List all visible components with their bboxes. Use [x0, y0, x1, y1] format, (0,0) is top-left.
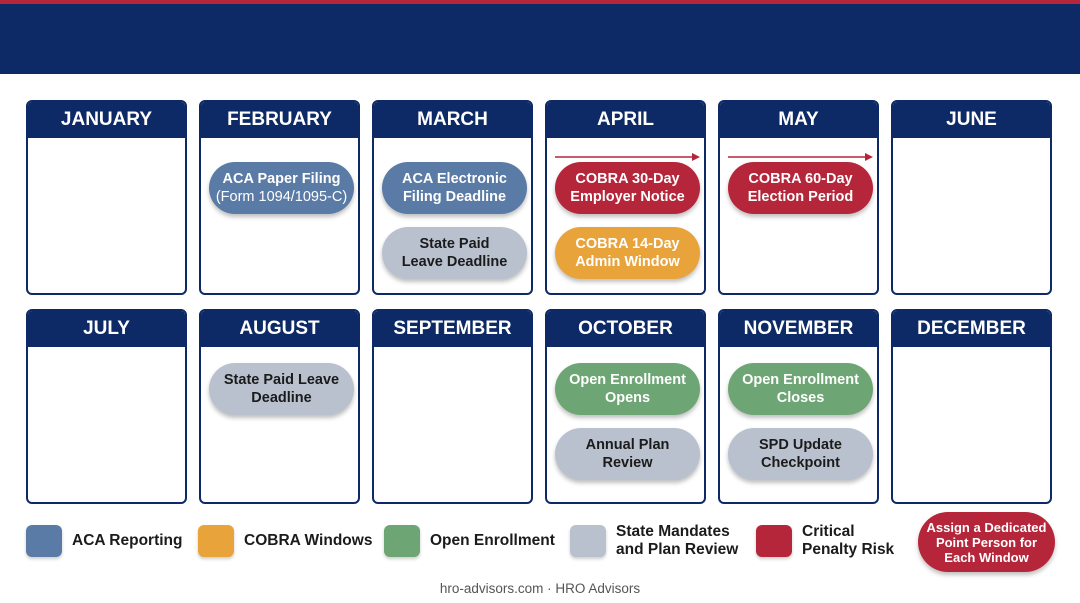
event-cobra-60-day [728, 162, 873, 214]
event-state-paid-leave [209, 363, 354, 415]
event-label: COBRA 60-Day [748, 171, 853, 187]
legend-swatch [570, 525, 606, 557]
month-card-may [718, 100, 879, 295]
month-card-december [891, 309, 1052, 504]
month-card-march [372, 100, 533, 295]
legend-swatch [198, 525, 234, 557]
legend-label-line: Penalty Risk [802, 541, 895, 558]
event-label: State Paid Leave [223, 372, 340, 388]
event-aca-electronic-filing [382, 162, 527, 214]
month-card-february [199, 100, 360, 295]
legend-label [616, 523, 738, 559]
month-card-january [26, 100, 187, 295]
event-label: Admin Window [575, 254, 680, 270]
event-label: Filing Deadline [402, 189, 507, 205]
event-label: Open Enrollment [569, 372, 686, 388]
event-label: Leave Deadline [401, 254, 508, 270]
month-title: JANUARY [28, 102, 185, 138]
month-title: SEPTEMBER [374, 311, 531, 347]
event-sublabel: (Form 1094/1095-C) [215, 189, 348, 205]
event-label: COBRA 30-Day [575, 171, 680, 187]
event-label: Closes [776, 390, 825, 406]
event-label: Employer Notice [570, 189, 685, 205]
month-card-november [718, 309, 879, 504]
month-card-september [372, 309, 533, 504]
month-title: MAY [720, 102, 877, 138]
header-banner [0, 0, 1080, 74]
event-open-enrollment-closes [728, 363, 873, 415]
event-label: Deadline [251, 390, 312, 406]
month-card-april [545, 100, 706, 295]
month-title: JUNE [893, 102, 1050, 138]
legend-label [802, 523, 894, 559]
legend-swatch [756, 525, 792, 557]
cta-line: Point Person for [935, 534, 1038, 550]
event-cobra-14-day [555, 227, 700, 279]
legend-swatch [26, 525, 62, 557]
event-label: ACA Paper Filing [222, 171, 341, 187]
span-arrow-icon [555, 152, 700, 162]
event-label: Opens [604, 390, 651, 406]
legend-swatch [384, 525, 420, 557]
event-aca-paper-filing [209, 162, 354, 214]
legend-label-line: State Mandates [616, 523, 730, 540]
event-spd-update-checkpoint [728, 428, 873, 480]
legend-label: Open Enrollment [430, 532, 555, 549]
month-title: MARCH [374, 102, 531, 138]
legend-critical-penalty [756, 523, 894, 559]
event-label: Review [602, 455, 653, 471]
event-label: ACA Electronic [401, 171, 507, 187]
month-title: DECEMBER [893, 311, 1050, 347]
month-card-october [545, 309, 706, 504]
event-cobra-30-day [555, 162, 700, 214]
month-title: FEBRUARY [201, 102, 358, 138]
month-title: NOVEMBER [720, 311, 877, 347]
month-card-june [891, 100, 1052, 295]
month-title: AUGUST [201, 311, 358, 347]
span-arrow-icon [728, 152, 873, 162]
month-title: OCTOBER [547, 311, 704, 347]
event-label: Election Period [747, 189, 854, 205]
cta-line: Assign a Dedicated [926, 519, 1047, 535]
legend-cobra-windows [198, 525, 372, 557]
event-label: Checkpoint [761, 455, 840, 471]
event-label: Annual Plan [585, 437, 670, 453]
legend-label-line: and Plan Review [616, 541, 739, 558]
event-label: Open Enrollment [742, 372, 859, 388]
legend-open-enrollment [384, 525, 555, 557]
header-accent-line [0, 0, 1080, 4]
event-label: State Paid [419, 236, 490, 252]
assign-point-person-badge [918, 512, 1055, 572]
event-label: COBRA 14-Day [575, 236, 680, 252]
legend-label: ACA Reporting [72, 532, 183, 549]
cta-line: Each Window [944, 549, 1029, 565]
event-open-enrollment-opens [555, 363, 700, 415]
legend-state-mandates [570, 523, 738, 559]
month-card-august [199, 309, 360, 504]
month-title: JULY [28, 311, 185, 347]
event-state-paid-leave [382, 227, 527, 279]
month-card-july [26, 309, 187, 504]
event-label: SPD Update [759, 437, 842, 453]
footer-text: hro-advisors.com · HRO Advisors [439, 581, 641, 596]
event-annual-plan-review [555, 428, 700, 480]
legend-aca-reporting [26, 525, 183, 557]
legend-label: COBRA Windows [244, 532, 373, 549]
month-title: APRIL [547, 102, 704, 138]
legend-label-line: Critical [802, 523, 855, 540]
